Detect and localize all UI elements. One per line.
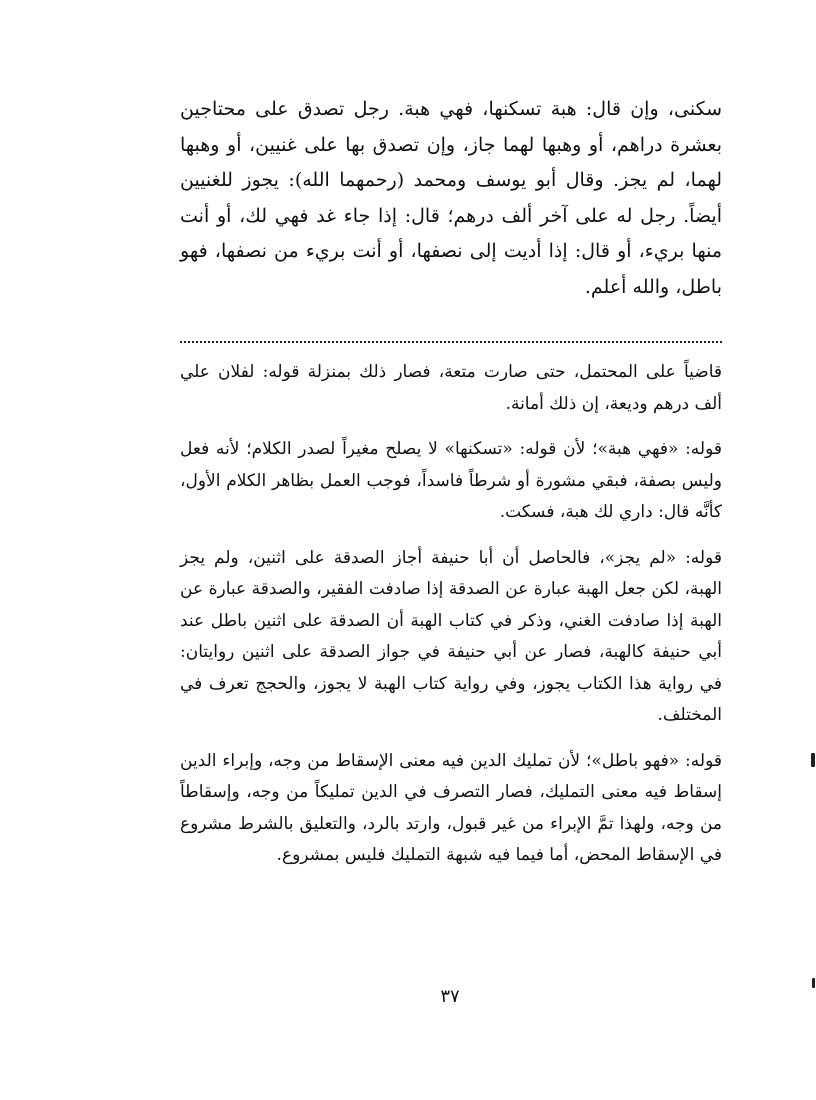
commentary-paragraph-3: قوله: «لم يجز»، فالحاصل أن أبا حنيفة أجاز الصدقة على اثنين، ولم يجز الهبة، لكن جعل الهبة عبارة عن الصدقة إذا صادفت الفقير، والصدقة عبارة عن الهبة إذا صادفت الغني، وذكر في كتاب الهبة أن الصدقة على اثنين باطل عند أبي حنيفة كالهبة، فصار عن أبي حنيفة في جواز الصدقة على اثنين روايتان: في رواية هذا الكتاب يجوز، وفي رواية كتاب الهبة لا يجوز، والحجج تعرف في المختلف.: [180, 547, 722, 725]
page-number: ٣٧: [440, 986, 460, 1007]
scan-edge-mark: [811, 753, 815, 767]
page-body: [180, 92, 722, 872]
main-text-block: [180, 92, 722, 305]
commentary-paragraph-2: قوله: «فهي هبة»؛ لأن قوله: «تسكنها» لا يصلح مغيراً لصدر الكلام؛ لأنه فعل وليس بصفة، فبقي مشورة أو شرطاً فاسداً، فوجب العمل بظاهر الكلام الأول، كأنَّه قال: داري لك هبة، فسكت.: [180, 439, 722, 522]
footnote-separator: [180, 341, 722, 343]
commentary-paragraph-4: قوله: «فهو باطل»؛ لأن تمليك الدين فيه معنى الإسقاط من وجه، وإبراء الدين إسقاط فيه معنى التمليك، فصار التصرف في الدين تمليكاً من وجه، وإسقاطاً من وجه، ولهذا تمَّ الإبراء من غير قبول، وارتد بالرد، والتعليق بالشرط مشروع في الإسقاط المحض، أما فيما فيه شبهة التمليك فليس بمشروع.: [180, 750, 722, 865]
commentary-block: [180, 357, 722, 872]
main-text-paragraph: سكنى، وإن قال: هبة تسكنها، فهي هبة. رجل تصدق على محتاجين بعشرة دراهم، أو وهبها لهما جاز، وإن تصدق بها على غنيين، أو وهبها لهما، لم يجز. وقال أبو يوسف ومحمد (رحمهما الله): يجوز للغنيين أيضاً. رجل له على آخر ألف درهم؛ قال: إذا جاء غد فهي لك، أو أنت منها بريء، أو قال: إذا أديت إلى نصفها، أو أنت بريء من نصفها، فهو باطل، والله أعلم.: [180, 98, 722, 298]
scan-edge-mark: [812, 978, 815, 988]
commentary-paragraph-1: قاضياً على المحتمل، حتى صارت متعة، فصار ذلك بمنزلة قوله: لفلان علي ألف درهم وديعة، إن ذلك أمانة.: [180, 362, 722, 414]
